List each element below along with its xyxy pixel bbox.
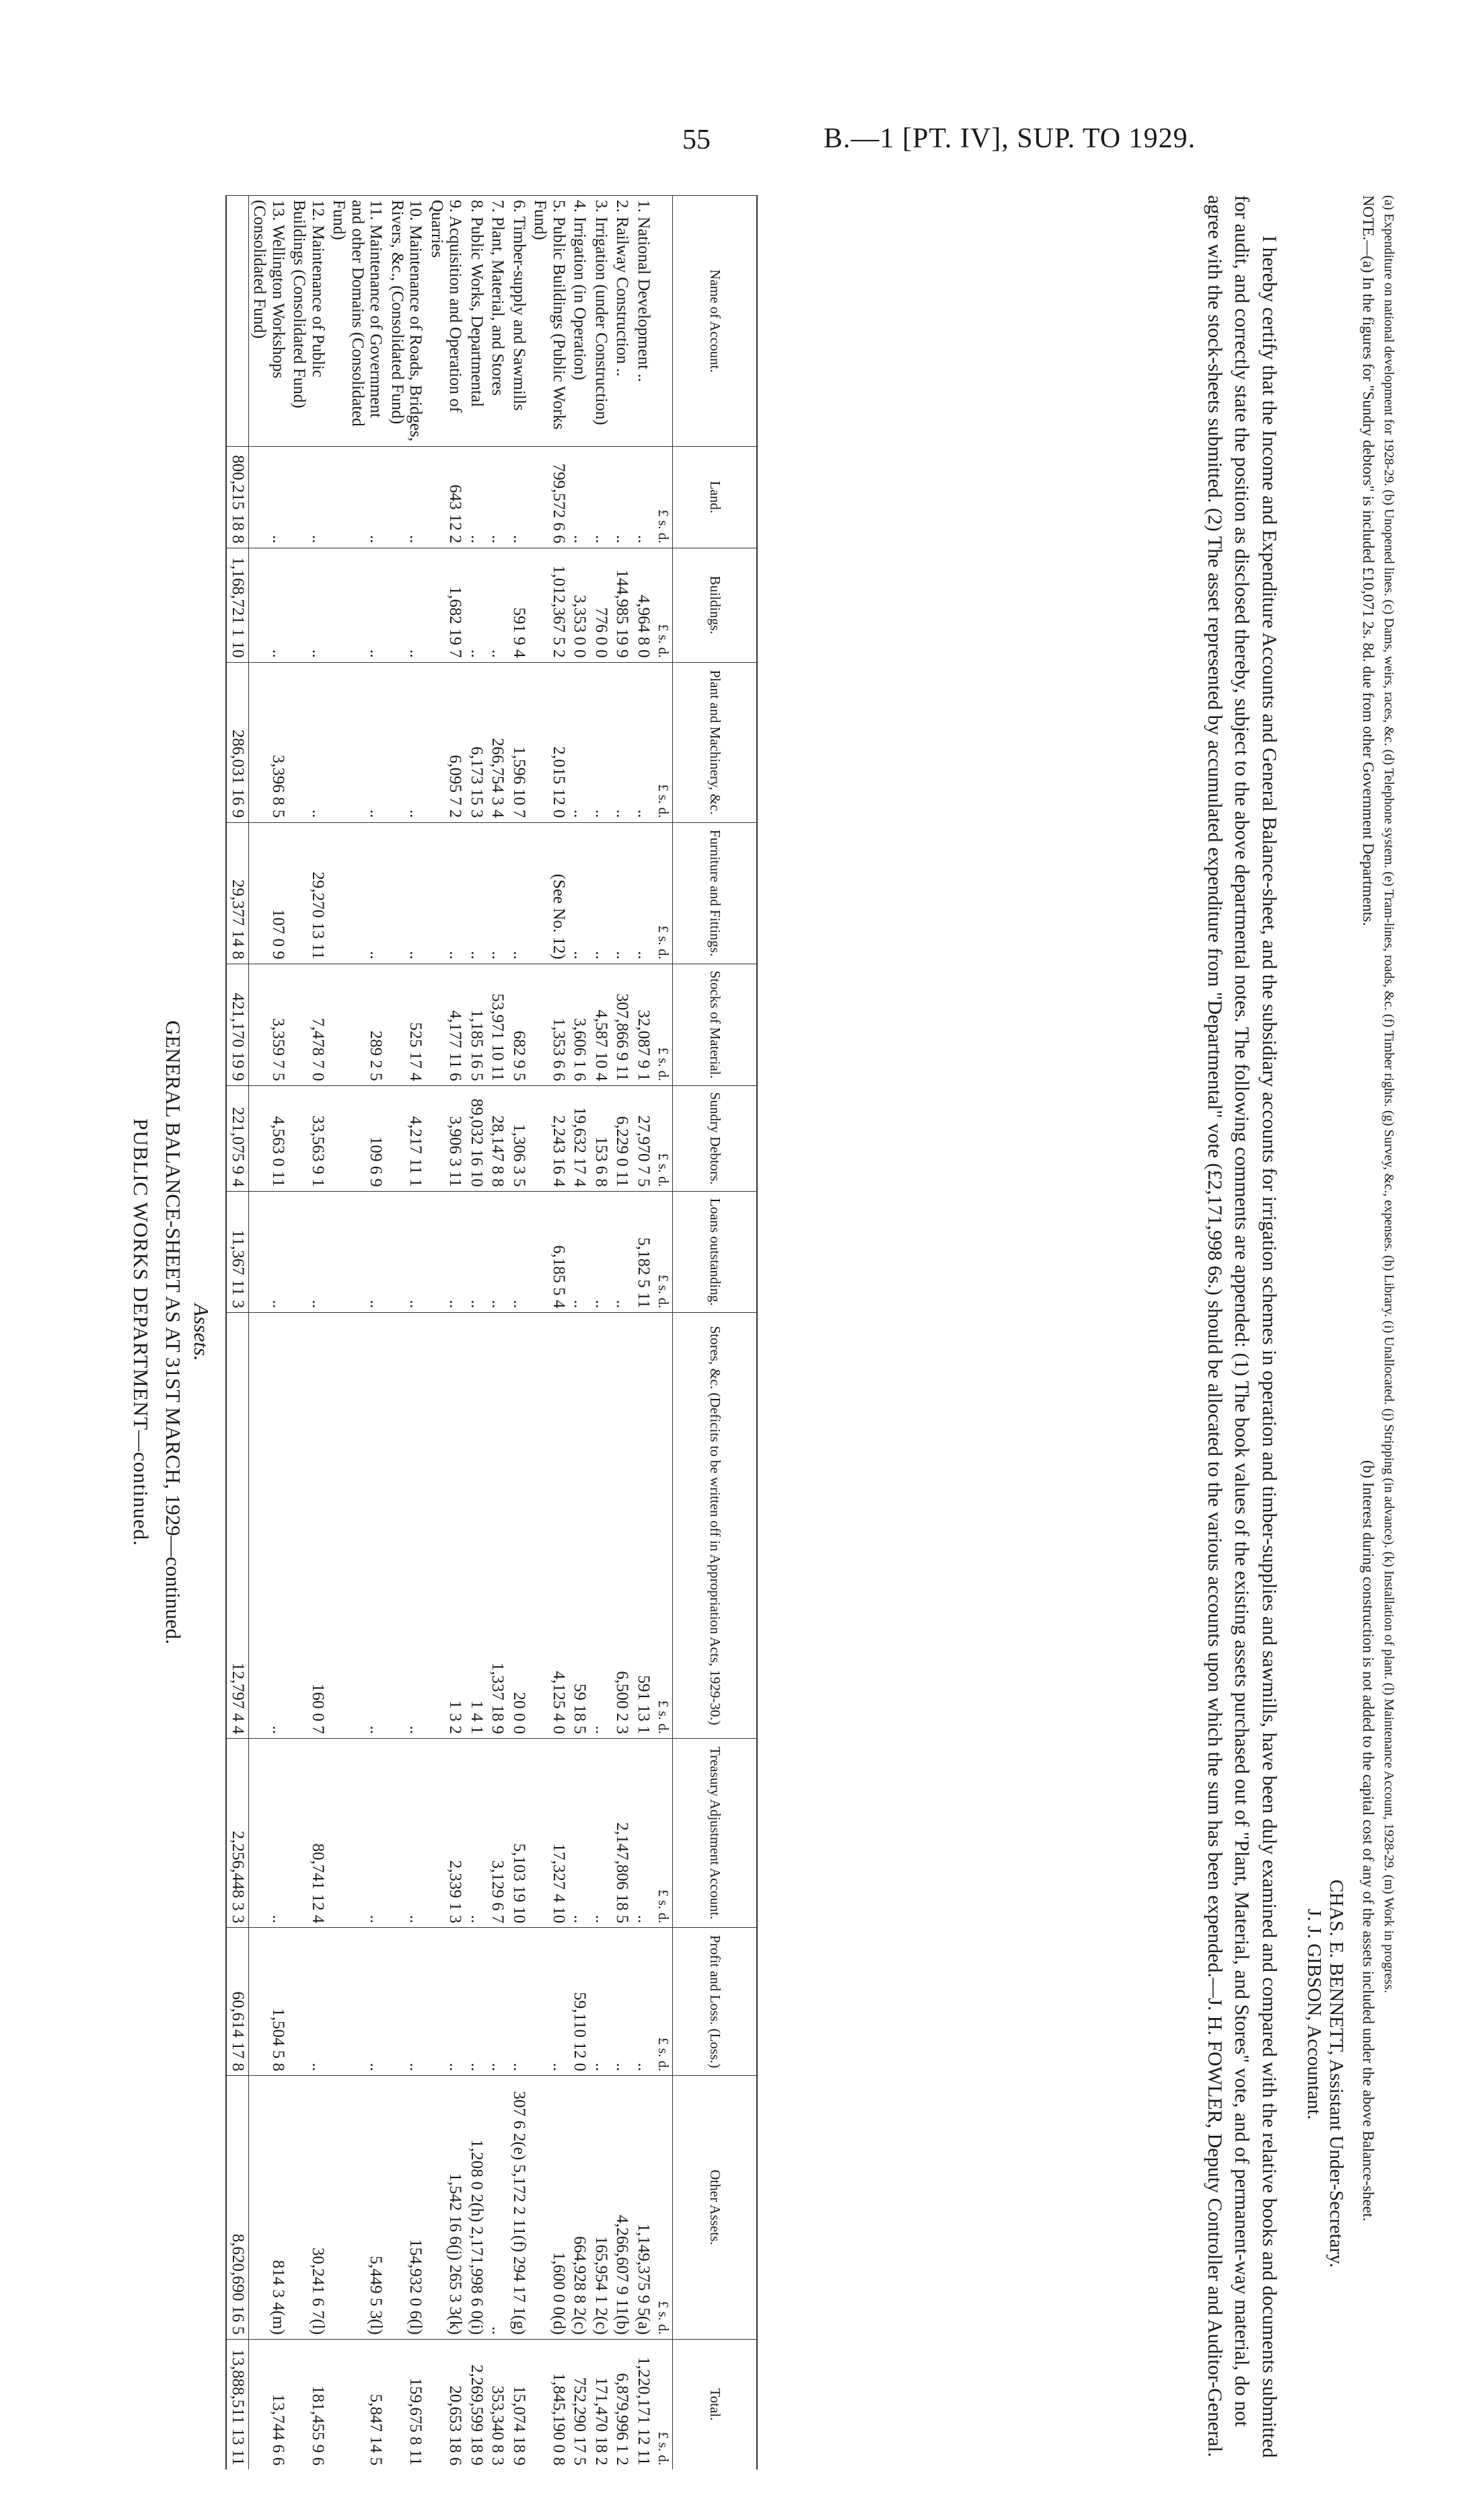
amount-cell: ..	[328, 1191, 387, 1312]
column-header: Plant and Machinery, &c.	[673, 662, 758, 822]
balance-sheet-table	[225, 195, 758, 2470]
amount-cell: ..	[386, 662, 426, 822]
amount-cell: ..	[466, 1928, 487, 2076]
amount-cell: 289 2 5	[328, 964, 387, 1085]
amount-cell: 307 6 2(e) 5,172 2 11(f) 294 17 1(g)	[508, 2076, 530, 2340]
amount-cell: 6,229 0 11	[612, 1085, 633, 1191]
amount-cell: ..	[487, 822, 509, 964]
amount-cell: 6,879,996 1 2	[612, 2339, 633, 2470]
account-name: 1. National Development ..	[633, 196, 654, 447]
amount-cell: ..	[426, 822, 466, 964]
account-name: 9. Acquisition and Operation of Quarries	[426, 196, 466, 447]
amount-cell: 2,269,599 18 9	[466, 2339, 487, 2470]
amount-cell: 159,675 8 11	[386, 2339, 426, 2470]
account-name: 12. Maintenance of Public Buildings (Consolidated Fund)	[289, 196, 328, 447]
amount-cell: ..	[569, 662, 591, 822]
amount-cell: 6,185 5 4	[530, 1191, 569, 1312]
amount-cell: ..	[508, 1191, 530, 1312]
table-row	[386, 196, 426, 2470]
total-cell: 13,888,511 13 11	[226, 2339, 248, 2470]
amount-cell: 3,359 7 5	[248, 964, 289, 1085]
account-name: 13. Wellington Workshops (Consolidated Fund)	[248, 196, 289, 447]
amount-cell: ..	[248, 548, 289, 662]
amount-cell: ..	[386, 1313, 426, 1739]
total-cell: 2,256,448 3 3	[226, 1739, 248, 1928]
amount-cell: ..	[612, 822, 633, 964]
amount-cell: 525 17 4	[386, 964, 426, 1085]
amount-cell: 2,243 16 4	[530, 1085, 569, 1191]
amount-cell: 4,563 0 11	[248, 1085, 289, 1191]
currency-cell: £ s. d.	[654, 1191, 673, 1312]
amount-cell: 53,971 10 11	[487, 964, 509, 1085]
column-header: Total.	[673, 2339, 758, 2470]
amount-cell: ..	[328, 1928, 387, 2076]
amount-cell: ..	[248, 1739, 289, 1928]
amount-cell: 4,587 10 4	[590, 964, 612, 1085]
table-row	[466, 196, 487, 2470]
column-header: Name of Account.	[673, 196, 758, 447]
amount-cell: 28,147 8 8	[487, 1085, 509, 1191]
amount-cell: 799,572 6 6	[530, 447, 569, 548]
amount-cell: 814 3 4(m)	[248, 2076, 289, 2340]
amount-cell: ..	[530, 1928, 569, 2076]
amount-cell: ..	[590, 447, 612, 548]
amount-cell: 154,932 0 6(l)	[386, 2076, 426, 2340]
amount-cell: ..	[508, 822, 530, 964]
amount-cell: ..	[633, 447, 654, 548]
column-header: Buildings.	[673, 548, 758, 662]
amount-cell: 776 0 0	[590, 548, 612, 662]
notes-section	[1181, 195, 1397, 2470]
total-cell	[226, 196, 248, 447]
amount-cell: ..	[289, 548, 328, 662]
totals-row	[226, 196, 248, 2470]
currency-cell: £ s. d.	[654, 2339, 673, 2470]
currency-cell	[654, 196, 673, 447]
amount-cell: ..	[328, 662, 387, 822]
amount-cell: ..	[386, 447, 426, 548]
amount-cell: ..	[289, 1191, 328, 1312]
amount-cell: 4,125 4 0	[530, 1313, 569, 1739]
column-header: Stores, &c. (Deficits to be written off in Appropriation Acts, 1929-30.)	[673, 1313, 758, 1739]
amount-cell: 6,173 15 3	[466, 662, 487, 822]
amount-cell: 1,185 16 5	[466, 964, 487, 1085]
amount-cell: ..	[466, 1191, 487, 1312]
account-name: 3. Irrigation (under Construction)	[590, 196, 612, 447]
column-header: Sundry Debtors.	[673, 1085, 758, 1191]
amount-cell: 27,970 7 5	[633, 1085, 654, 1191]
total-cell: 800,215 18 8	[226, 447, 248, 548]
amount-cell: 2,147,806 18 5	[612, 1739, 633, 1928]
amount-cell: 5,103 19 10	[508, 1739, 530, 1928]
amount-cell: ..	[466, 1739, 487, 1928]
amount-cell: ..	[633, 1739, 654, 1928]
amount-cell: ..	[328, 1313, 387, 1739]
amount-cell: 20,653 18 6	[426, 2339, 466, 2470]
amount-cell: 4,266,607 9 11(b)	[612, 2076, 633, 2340]
table-row	[633, 196, 654, 2470]
currency-cell: £ s. d.	[654, 548, 673, 662]
amount-cell: ..	[487, 447, 509, 548]
account-name: 10. Maintenance of Roads, Bridges, Rivers, &c., (Consolidated Fund)	[386, 196, 426, 447]
amount-cell: ..	[590, 662, 612, 822]
section-title: Assets.	[190, 1303, 213, 1361]
amount-cell: 1,149,375 9 5(a)	[633, 2076, 654, 2340]
amount-cell: 59 18 5	[569, 1313, 591, 1739]
amount-cell: 1,012,367 5 2	[530, 548, 569, 662]
amount-cell: ..	[328, 1739, 387, 1928]
amount-cell: ..	[487, 1191, 509, 1312]
currency-cell: £ s. d.	[654, 1928, 673, 2076]
amount-cell: ..	[386, 1191, 426, 1312]
rotated-balance-sheet	[118, 195, 1396, 2470]
amount-cell: 153 6 8	[590, 1085, 612, 1191]
amount-cell: 3,129 6 7	[487, 1739, 509, 1928]
amount-cell: 1,504 5 8	[248, 1928, 289, 2076]
audit-certificate: I hereby certify that the Income and Expenditure Accounts and General Balance-sheet, and the subsidiary accounts for irrigation schemes in operation and timber-supplies and sawmills, have been duly examined and compared with the relative books and documents submitted for audit, and correctly state the position as disclosed thereby, subject to the above departmental notes. The following comments are appended: (1) The book values of the existing assets purchased out of "Plant, Material, and Stores" vote, and of permanent-way material, do not agree with the stock-sheets submitted. (2) The asset represented by accumulated expenditure from "Departmental" vote (£2,171,998 6s.) should be allocated to the various accounts upon which the sum has been expended.—J. H. FOWLER, Deputy Controller and Auditor-General.	[1204, 195, 1280, 2458]
total-cell: 8,620,690 16 5	[226, 2076, 248, 2340]
amount-cell: 752,290 17 5	[569, 2339, 591, 2470]
amount-cell: ..	[328, 447, 387, 548]
amount-cell: 4,177 11 6	[426, 964, 466, 1085]
amount-cell: ..	[289, 447, 328, 548]
amount-cell: 107 0 9	[248, 822, 289, 964]
amount-cell: 3,606 1 6	[569, 964, 591, 1085]
document-reference: B.—1 [PT. IV], SUP. TO 1929.	[824, 123, 1196, 154]
amount-cell: ..	[487, 2076, 509, 2340]
amount-cell: ..	[487, 548, 509, 662]
amount-cell: 2,339 1 3	[426, 1739, 466, 1928]
table-row	[590, 196, 612, 2470]
amount-cell: 3,353 0 0	[569, 548, 591, 662]
amount-cell: 109 6 9	[328, 1085, 387, 1191]
amount-cell: 664,928 8 2(c)	[569, 2076, 591, 2340]
amount-cell: ..	[612, 1191, 633, 1312]
amount-cell: (See No. 12)	[530, 822, 569, 964]
amount-cell: 1,208 0 2(h) 2,171,998 6 0(i)	[466, 2076, 487, 2340]
note-interest: (b) Interest during construction is not added to the capital cost of any of the assets included under the above Balance-sheet.	[1360, 1460, 1377, 2222]
amount-cell: 19,632 17 4	[569, 1085, 591, 1191]
amount-cell: ..	[328, 548, 387, 662]
amount-cell: 1,596 10 7	[508, 662, 530, 822]
amount-cell: ..	[590, 1739, 612, 1928]
account-name: 4. Irrigation (in Operation)	[569, 196, 591, 447]
amount-cell: 32,087 9 1	[633, 964, 654, 1085]
column-header: Land.	[673, 447, 758, 548]
amount-cell: 1,220,171 12 11	[633, 2339, 654, 2470]
amount-cell: 13,744 6 6	[248, 2339, 289, 2470]
amount-cell: ..	[569, 822, 591, 964]
table-row	[530, 196, 569, 2470]
amount-cell: ..	[590, 1191, 612, 1312]
amount-cell: ..	[426, 1928, 466, 2076]
account-name: 5. Public Buildings (Public Works Fund)	[530, 196, 569, 447]
amount-cell: ..	[590, 1928, 612, 2076]
amount-cell: 2,015 12 0	[530, 662, 569, 822]
account-name: 2. Railway Construction ..	[612, 196, 633, 447]
table-row	[508, 196, 530, 2470]
footnote-legend: (a) Expenditure on national development for 1928-29. (b) Unopened lines. (c) Dams, weirs, races, &c. (d) Telephone system. (e) Tram-lines, roads, &c. (f) Timber rights. (g) Survey, &c., expenses. (h) Library. (i) Unallocated. (j) Stripping (in advance). (k) Installation of plant. (l) Maintenance Account, 1928-29. (m) Work in progress.	[1381, 195, 1396, 1993]
account-name: 7. Plant, Material, and Stores	[487, 196, 509, 447]
amount-cell: 80,741 12 4	[289, 1739, 328, 1928]
total-cell: 221,075 9 4	[226, 1085, 248, 1191]
currency-cell: £ s. d.	[654, 447, 673, 548]
amount-cell: 89,032 16 10	[466, 1085, 487, 1191]
amount-cell: ..	[289, 662, 328, 822]
column-header: Other Assets.	[673, 2076, 758, 2340]
amount-cell: 3,396 8 5	[248, 662, 289, 822]
amount-cell: ..	[248, 1313, 289, 1739]
table-row	[612, 196, 633, 2470]
signature-gibson: J. J. GIBSON, Accountant.	[1303, 1908, 1325, 2120]
header-row	[673, 196, 758, 2470]
currency-cell: £ s. d.	[654, 1739, 673, 1928]
amount-cell: 1,337 18 9	[487, 1313, 509, 1739]
amount-cell: 5,182 5 11	[633, 1191, 654, 1312]
department-title: PUBLIC WORKS DEPARTMENT—continued.	[129, 1118, 153, 1546]
table-row	[569, 196, 591, 2470]
amount-cell: ..	[612, 1928, 633, 2076]
amount-cell: 353,340 8 3	[487, 2339, 509, 2470]
amount-cell: 1 3 2	[426, 1313, 466, 1739]
amount-cell: ..	[386, 822, 426, 964]
amount-cell: 682 9 5	[508, 964, 530, 1085]
amount-cell: 591 9 4	[508, 548, 530, 662]
table-row	[426, 196, 466, 2470]
amount-cell: 30,241 6 7(l)	[289, 2076, 328, 2340]
amount-cell: ..	[426, 1191, 466, 1312]
account-name: 8. Public Works, Departmental	[466, 196, 487, 447]
amount-cell: 6,095 7 2	[426, 662, 466, 822]
account-name: 11. Maintenance of Government and other Domains (Consolidated Fund)	[328, 196, 387, 447]
amount-cell: 1,353 6 6	[530, 964, 569, 1085]
amount-cell: ..	[386, 1739, 426, 1928]
amount-cell: 4,964 8 0	[633, 548, 654, 662]
amount-cell: ..	[633, 662, 654, 822]
amount-cell: ..	[248, 1191, 289, 1312]
signature-bennett: CHAS. E. BENNETT, Assistant Under-Secretary.	[1326, 1879, 1347, 2268]
amount-cell: ..	[466, 548, 487, 662]
amount-cell: 15,074 18 9	[508, 2339, 530, 2470]
amount-cell: ..	[508, 447, 530, 548]
total-cell: 286,031 16 9	[226, 662, 248, 822]
amount-cell: 59,110 12 0	[569, 1928, 591, 2076]
currency-cell: £ s. d.	[654, 964, 673, 1085]
column-header: Furniture and Fittings.	[673, 822, 758, 964]
currency-row	[654, 196, 673, 2470]
amount-cell: 181,455 9 6	[289, 2339, 328, 2470]
amount-cell: 29,270 13 11	[289, 822, 328, 964]
amount-cell: ..	[590, 1313, 612, 1739]
amount-cell: 591 13 1	[633, 1313, 654, 1739]
currency-cell: £ s. d.	[654, 2076, 673, 2340]
column-header: Treasury Adjustment Account.	[673, 1739, 758, 1928]
amount-cell: 33,563 9 1	[289, 1085, 328, 1191]
amount-cell: 171,470 18 2	[590, 2339, 612, 2470]
total-cell: 11,367 11 3	[226, 1191, 248, 1312]
amount-cell: 266,754 3 4	[487, 662, 509, 822]
amount-cell: ..	[633, 1928, 654, 2076]
amount-cell: ..	[386, 1928, 426, 2076]
amount-cell: 165,954 1 2(c)	[590, 2076, 612, 2340]
total-cell: 12,797 4 4	[226, 1313, 248, 1739]
amount-cell: 1,306 3 5	[508, 1085, 530, 1191]
currency-cell: £ s. d.	[654, 1313, 673, 1739]
amount-cell: 5,847 14 5	[328, 2339, 387, 2470]
amount-cell: ..	[590, 822, 612, 964]
amount-cell: ..	[612, 662, 633, 822]
amount-cell: ..	[569, 1191, 591, 1312]
column-header: Stocks of Material.	[673, 964, 758, 1085]
amount-cell: 307,866 9 11	[612, 964, 633, 1085]
note-sundry-debtors: NOTE.—(a) In the figures for "Sundry debtors" is included £10,071 2s. 8d. due from other Government Departments.	[1360, 195, 1377, 927]
amount-cell: ..	[487, 1928, 509, 2076]
amount-cell: 4,217 11 1	[386, 1085, 426, 1191]
amount-cell: ..	[248, 447, 289, 548]
amount-cell: ..	[328, 822, 387, 964]
amount-cell: 20 0 0	[508, 1313, 530, 1739]
amount-cell: 144,985 19 9	[612, 548, 633, 662]
amount-cell: 7,478 7 0	[289, 964, 328, 1085]
amount-cell: ..	[612, 447, 633, 548]
currency-cell: £ s. d.	[654, 1085, 673, 1191]
total-cell: 1,168,721 1 10	[226, 548, 248, 662]
total-cell: 421,170 19 9	[226, 964, 248, 1085]
amount-cell: 1,845,190 0 8	[530, 2339, 569, 2470]
amount-cell: ..	[386, 548, 426, 662]
sheet-title: GENERAL BALANCE-SHEET AS AT 31ST MARCH, 1929—continued.	[161, 1020, 185, 1645]
column-header: Profit and Loss. (Loss.)	[673, 1928, 758, 2076]
amount-cell: 17,327 4 10	[530, 1739, 569, 1928]
column-header: Loans outstanding.	[673, 1191, 758, 1312]
amount-cell: ..	[569, 447, 591, 548]
amount-cell: ..	[466, 447, 487, 548]
amount-cell: 1,600 0 0(d)	[530, 2076, 569, 2340]
amount-cell: 1 4 1	[466, 1313, 487, 1739]
amount-cell: 5,449 5 3(l)	[328, 2076, 387, 2340]
amount-cell: 1,682 19 7	[426, 548, 466, 662]
balance-sheet-grid	[225, 195, 758, 2470]
account-name: 6. Timber-supply and Sawmills	[508, 196, 530, 447]
table-row	[328, 196, 387, 2470]
total-cell: 29,377 14 8	[226, 822, 248, 964]
amount-cell: ..	[569, 1739, 591, 1928]
table-row	[487, 196, 509, 2470]
amount-cell: 160 0 7	[289, 1313, 328, 1739]
currency-cell: £ s. d.	[654, 822, 673, 964]
page-number: 55	[682, 124, 711, 155]
table-row	[248, 196, 289, 2470]
amount-cell: ..	[508, 1928, 530, 2076]
amount-cell: 3,906 3 11	[426, 1085, 466, 1191]
amount-cell: 1,542 16 6(j) 265 3 3(k)	[426, 2076, 466, 2340]
table-row	[289, 196, 328, 2470]
amount-cell: 6,500 2 3	[612, 1313, 633, 1739]
amount-cell: 643 12 2	[426, 447, 466, 548]
total-cell: 60,614 17 8	[226, 1928, 248, 2076]
amount-cell: ..	[633, 822, 654, 964]
amount-cell: ..	[289, 1928, 328, 2076]
currency-cell: £ s. d.	[654, 662, 673, 822]
amount-cell: ..	[466, 822, 487, 964]
